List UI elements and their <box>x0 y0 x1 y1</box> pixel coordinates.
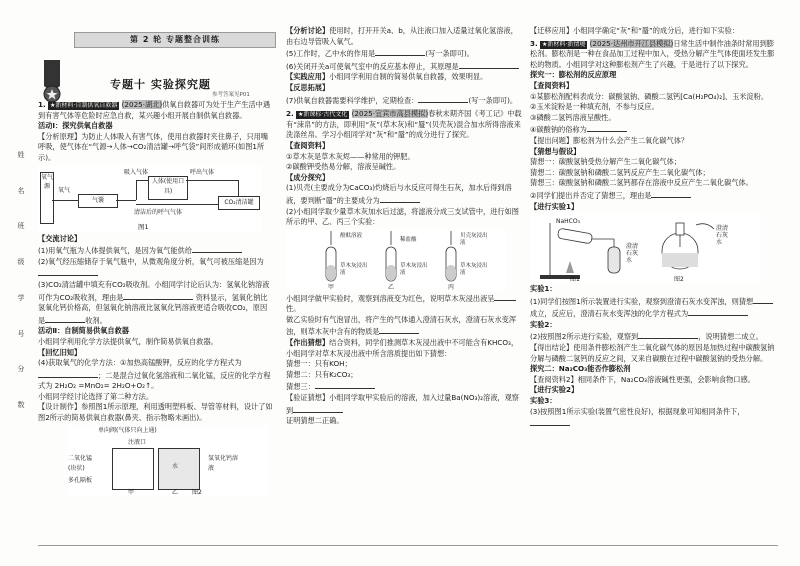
tube-reagent: 稀盐酸 <box>400 236 417 243</box>
discussion-heading: 【交流讨论】 <box>38 233 82 243</box>
item-5 <box>286 47 522 60</box>
strip-char: 数 <box>17 400 25 409</box>
answer-blank[interactable] <box>530 417 570 426</box>
figure-2 <box>68 426 268 496</box>
figure-caption: 图2 <box>192 488 202 496</box>
item-text: 结合资料，同学们推测草木灰浸出液中不可能含有KHCO₃，小组同学对草木灰浸出液中所含溶质提出如下猜想： <box>286 338 519 358</box>
oxygen-source-box: 氧气源 <box>40 172 54 224</box>
item-text: ②同学们提出并否定了猜想三，理由是 <box>530 190 652 200</box>
co2-tank-box: CO₂清洁罐 <box>218 196 260 210</box>
container-a <box>112 448 154 490</box>
source-highlight: (2025·宜宾市高县模拟) <box>351 109 429 119</box>
activity-2-heading: 活动Ⅱ：自制简易供氧自救器 <box>38 326 129 336</box>
arrow-line <box>136 180 148 181</box>
lime-water-label: 澄清石灰水 <box>626 243 639 265</box>
valve-label: 单向阀(气体只向上通) <box>98 426 157 434</box>
question-text: 日常生活中制作油条时常用到膨松剂。膨松剂是一种在食品加工过程中加入，受热分解产生气体使面坯发生膨松的物质。小组同学对这种膨松剂产生了兴趣，于是进行了以下探究。 <box>530 38 775 69</box>
answer-blank[interactable] <box>651 189 691 198</box>
data-item: ③磷酸二氢钙溶液呈酸性。 <box>530 112 616 122</box>
strip-char: 号 <box>17 329 25 338</box>
data-item: ①某膨松剂配料表成分：碳酸氢钠、磷酸二氢钙[Ca(H₂PO₄)₂]、玉米淀粉。 <box>530 91 769 101</box>
tube-reagent: 酚酞溶液 <box>340 232 363 239</box>
item-text: 做乙实验时有气泡冒出，将产生的气体通入澄清石灰水，澄清石灰水变浑浊，则草木灰中含有的物质是 <box>286 314 517 337</box>
tube-solution: 草木灰浸出液 <box>400 262 428 276</box>
hypothesis-block <box>286 338 522 359</box>
item-4 <box>38 358 274 392</box>
arrow-line <box>238 180 239 196</box>
nahco3-label: NaHCO₃ <box>556 218 580 226</box>
container-a-label: 甲 <box>128 488 135 496</box>
item-text: (4)获取氧气的化学方法：①加热高锰酸钾，反应的化学方程式为 <box>38 358 242 368</box>
strip-char: 姓 <box>17 151 25 159</box>
observation-1 <box>286 292 522 315</box>
experiment-1-heading: 【进行实验1】 <box>530 201 579 211</box>
question-text: 春秋末期齐国《考工记》中载有“涑帛”的方法，即利用“灰”(草木灰)和“蜃”(贝壳灰)混合加水所得溶液来洗涤丝帛。学习小组同学对“灰”和“蜃”的成分进行了探究。 <box>286 109 522 140</box>
question-tag: ★新材料·新情境 <box>542 40 586 48</box>
tube-label: 甲 <box>328 283 335 291</box>
hypothesis-heading: 【猜想与假设】 <box>530 146 581 156</box>
exp-item-2 <box>530 330 776 343</box>
item-text: ；二是混合过氧化氢溶液和二氧化锰，反应的化学方程式为 2H₂O₂ =MnO₂= 2H₂O+O₂↑。 <box>38 370 271 391</box>
water-label: 水 <box>172 462 179 470</box>
item-text: 猜想三： <box>286 382 315 392</box>
observation-2 <box>286 315 522 338</box>
figure-caption: 图1 <box>570 276 580 284</box>
question-number: 1. <box>38 100 46 109</box>
answer-blank[interactable] <box>638 330 698 339</box>
container-b-label: 乙 <box>172 488 179 496</box>
data-heading: 【查阅资料】 <box>530 80 574 90</box>
strip-char: 名 <box>17 186 25 195</box>
verify-end: 证明猜想二正确。 <box>286 416 344 426</box>
activity-1-heading: 活动Ⅰ：探究供氧自救器 <box>38 121 113 131</box>
experiment-3-label: 实验3： <box>530 396 557 406</box>
reflect-heading: 【反思拓展】 <box>286 82 330 92</box>
column-2 <box>286 26 522 427</box>
item-text: 小组同学做甲实验时，观察到溶液变为红色，说明草木灰浸出液呈 <box>286 293 495 303</box>
tube-solution: 草木灰浸出液 <box>340 262 368 276</box>
answer-reference: 参考答案见P01 <box>212 92 250 98</box>
heading: 【作出猜想】 <box>286 338 330 348</box>
experiment-2-heading: 【进行实验2】 <box>530 385 579 395</box>
verify-block <box>286 393 522 416</box>
data-2-text: 【查阅资料2】相同条件下，Na₂CO₃溶液碱性更强，会影响食物口感。 <box>530 374 755 384</box>
guess-3 <box>286 380 522 393</box>
page-title: 专题十 实验探究题 <box>110 78 211 91</box>
question-number: 2. <box>286 109 294 119</box>
item-text: 收剂。 <box>85 315 107 325</box>
oxygen-label: 氧气 <box>58 186 71 194</box>
item-text: ，说明猜想二成立。 <box>698 332 763 342</box>
item-text: 小组同学利用自制的简易供氧自救器，效果明显。 <box>329 72 488 82</box>
plate-label: 多孔隔板 <box>68 476 93 484</box>
item-text: (2)氧气经压缩储存于氧气瓶中，从微观角度分析，氧气可被压缩是因为 <box>38 256 264 266</box>
answer-blank[interactable] <box>315 380 375 389</box>
answer-blank[interactable] <box>494 292 516 301</box>
item-text: ④碳酸钠的俗称为 <box>530 125 587 135</box>
clean-air-label: 清洁后的呼气气体 <box>134 208 183 216</box>
analysis-text: 【分析原理】为防止人体吸入有害气体，使用自救器时夹住鼻子，只用嘴呼吸，使气体在“气源→人体→CO₂清洁罐→呼气袋”间形成循环(如图1所示)。 <box>38 131 269 162</box>
tube-label: 丙 <box>448 283 455 291</box>
arrow-line <box>136 204 218 205</box>
item-6 <box>286 60 522 73</box>
practice-block <box>286 72 522 83</box>
column-1 <box>38 100 274 496</box>
question-prompt: 【提出问题】膨松剂为什么会产生二氧化碳气体？ <box>530 135 689 145</box>
explore-1-heading: 探究一：膨松剂的反应原理 <box>530 70 617 80</box>
item-text: (写一条即可)。 <box>468 95 518 105</box>
answer-blank[interactable] <box>38 267 98 276</box>
answer-blank[interactable] <box>375 47 425 56</box>
hypothesis-item: 猜想三：碳酸氢钠和磷酸二氢钙都存在溶液中反应产生二氧化碳气体。 <box>530 178 753 188</box>
exp-item-1 <box>530 295 776 320</box>
source-highlight: (2025·达州市开江县模拟) <box>589 38 674 48</box>
answer-blank[interactable] <box>38 369 98 378</box>
question-text: 供氧自救器可为处于生产生活中遇到有害气体等危险时应急自救，某兴趣小组开展自制供氧自救器。 <box>38 100 271 120</box>
item-c1 <box>286 183 522 206</box>
figure-1 <box>38 166 262 232</box>
answer-blank[interactable] <box>688 307 748 316</box>
data-heading: 【查阅资料】 <box>286 140 330 150</box>
item-text: (写一条即可)。 <box>425 49 474 59</box>
recall-heading: 【回忆旧知】 <box>38 347 82 357</box>
arrow-line <box>136 180 137 200</box>
heading: 【分析讨论】 <box>286 26 330 35</box>
strip-char: 学 <box>17 293 25 302</box>
question-tag: ★新材料·自制供氧自救器 <box>50 102 118 109</box>
experiment-1-label: 实验1： <box>530 284 557 294</box>
arrow-line <box>52 200 78 201</box>
inhale-label: 吸入气体 <box>124 168 149 176</box>
item-text: (3)CO₂清洁罐中填充有CO₂吸收剂。小组同学讨论后认为：氢氧化钠溶液可作为CO₂吸收剂，理由是 <box>38 279 270 302</box>
binding-strip <box>14 150 28 410</box>
answer-blank[interactable] <box>587 123 627 132</box>
item-7 <box>286 94 522 107</box>
footer-rule <box>38 545 778 546</box>
answer-blank[interactable] <box>753 295 773 304</box>
data-item: ②碳酸钾受热易分解，溶液呈碱性。 <box>286 162 401 172</box>
item-3 <box>38 280 274 326</box>
conclusion-text: 【得出结论】使用条件膨松剂产生二氧化碳气体的原因是加热过程中碳酸氢钠分解与磷酸二氢钙的反应之间，又来自碳酸在过程中碳酸氢钠的受热分解。 <box>530 343 775 363</box>
item-text: 【验证猜想】小组同学取甲实验后的溶液，加入过量Ba(NO₃)₂溶液，观察到 <box>286 393 519 415</box>
figure-caption: 图2 <box>674 276 684 284</box>
arrow-line <box>186 180 238 181</box>
answer-blank[interactable] <box>45 314 85 323</box>
question-1 <box>38 100 274 121</box>
answer-blank[interactable] <box>418 94 468 103</box>
data-item: ②玉米淀粉是一种填充剂，不参与反应。 <box>530 102 659 112</box>
question-tag: ★新课标·古代文化 <box>298 111 348 119</box>
heading: 【实践应用】 <box>286 72 330 82</box>
answer-blank[interactable] <box>380 194 420 203</box>
column-3 <box>530 26 776 430</box>
hypothesis-item: 猜想一：碳酸氢钠受热分解产生二氧化碳气体； <box>530 157 681 167</box>
item-text: (3)按照图1所示实验(装置气密性良好)，根据现象可知相同条件下， <box>530 406 745 416</box>
question-2 <box>286 109 522 141</box>
guess-1: 猜想一：只有KOH； <box>286 359 352 369</box>
item-text: 资料显示，氢氧化钠比氢氧化钙价格高，但氢氧化钠溶液比氢氧化钙溶液更适合吸收CO₂，原因是 <box>38 292 268 325</box>
lime-water-label: 澄清石灰水 <box>716 225 729 247</box>
tube-solution: 草木灰浸出液 <box>460 262 488 276</box>
answer-blank[interactable] <box>293 404 343 413</box>
section-ribbon: 第 2 轮 专题整合训练 <box>74 32 276 48</box>
item-text: 成立，反应后，澄清石灰水变浑浊的化学方程式为 <box>530 309 689 319</box>
explore-2-heading: 探究二：Na₂CO₃能否作膨松剂 <box>530 364 631 374</box>
answer-blank[interactable] <box>192 244 242 253</box>
item-text: (7)供氧自救器需要科学维护，定期检查： <box>286 95 419 105</box>
test-tube-figure <box>286 229 506 291</box>
item-text: 使用时，打开开关a、b，从注液口加入适量过氧化氢溶液，由右边导管吸入氧气。 <box>286 26 518 46</box>
analysis-block <box>286 26 522 47</box>
item-text: (1)同学们按图1所示装置进行实验，观察到澄清石灰水变浑浊，则猜想 <box>530 296 754 306</box>
mno2-label: 二氧化锰(块状) <box>68 454 93 473</box>
answer-blank[interactable] <box>379 325 419 334</box>
item-2 <box>38 257 274 280</box>
exp-item-3 <box>530 407 776 430</box>
item-text: (1)贝壳(主要成分为CaCO₃)灼烧后与水反应可得生石灰，加水后得到溶液，要判断“蜃”的主要成分为 <box>286 183 512 205</box>
hypothesis-item: 猜想二：碳酸氢钠和磷酸二氢钙反应产生二氧化碳气体； <box>530 167 710 177</box>
item-1 <box>38 244 274 257</box>
choose-text: 小组同学经讨论选择了第二种方法。 <box>38 391 154 401</box>
data-item-4 <box>530 123 776 136</box>
answer-blank[interactable] <box>459 60 519 69</box>
strip-char: 级 <box>17 258 25 267</box>
transfer-text: 【迁移应用】小组同学确定“灰”和“蜃”的成分后，进行如下实验： <box>530 26 739 35</box>
question-number: 3. <box>530 38 538 48</box>
naoh-label: 氢氧化钙溶液 <box>208 454 239 473</box>
apparatus-figure <box>530 213 760 283</box>
experiment-2-label: 实验2： <box>530 319 557 329</box>
human-box: 人体(使用口具) <box>148 176 188 200</box>
item-c2: (2)小组同学取少量草木灰加水后过滤，将滤液分成三支试管中，进行如图所示的甲、乙、丙三个实验： <box>286 206 519 227</box>
bag-box: 气囊 <box>78 194 118 208</box>
guess-2: 猜想二：只有K₂CO₃； <box>286 369 358 379</box>
composition-heading: 【成分探究】 <box>286 172 330 182</box>
item-text: (6)关闭开关a可使氧气室中的反应基本停止，其原理是 <box>286 61 459 71</box>
hypothesis-note <box>530 189 776 202</box>
question-3 <box>530 39 776 71</box>
inlet-label: 注液口 <box>128 438 147 446</box>
activity-2-text: 小组同学利用化学方法提供氧气，制作简易供氧自救器。 <box>38 336 218 346</box>
exhale-label: 呼出气体 <box>190 168 215 176</box>
data-item: ①草木灰是草木灰烬——种常用的钾肥。 <box>286 151 415 161</box>
figure-caption: 图1 <box>138 222 149 231</box>
design-text: 【设计制作】参照图1所示原理，利用透明塑料板、导管等材料，设计了如图2所示的简易供氧自救器(鼻夹、指示物略未画出)。 <box>38 402 273 423</box>
strip-char: 班 <box>17 222 25 231</box>
source-highlight: (2025·湖北) <box>121 100 163 109</box>
tube-reagent: 贝壳灰浸出液 <box>460 232 488 246</box>
strip-char: 分 <box>17 365 25 374</box>
tube-label: 乙 <box>388 283 395 291</box>
container-b <box>158 448 200 490</box>
arrow-line <box>116 200 136 201</box>
item-text: (5)工作时，乙中水的作用是 <box>286 49 376 59</box>
item-text: 性。 <box>286 304 301 314</box>
item-text: (2)按照图2所示进行实验，观察到 <box>530 332 639 342</box>
item-text: (1)用氧气瓶为人体提供氧气，是因为氧气能供给 <box>38 246 192 256</box>
answer-blank[interactable] <box>123 291 193 300</box>
